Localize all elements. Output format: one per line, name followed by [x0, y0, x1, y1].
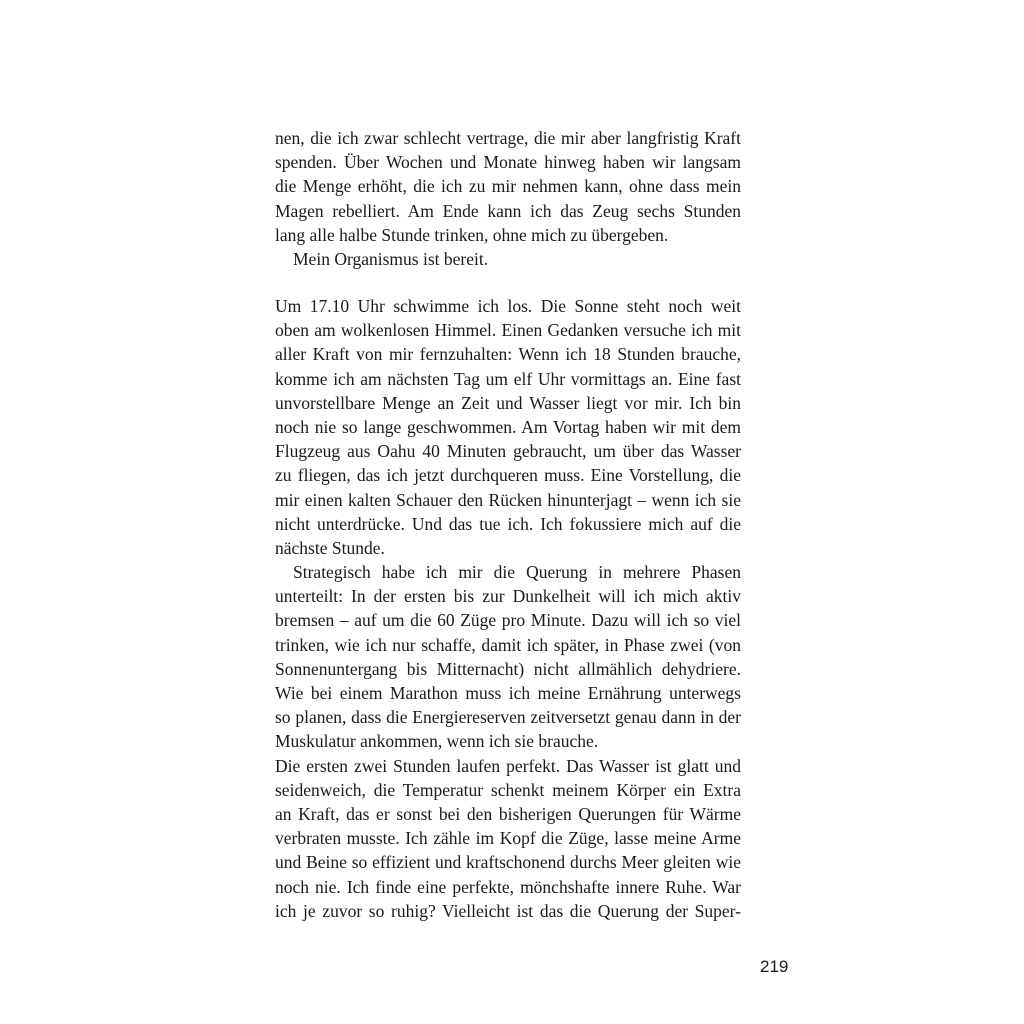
- text-line: ich je zuvor so ruhig? Vielleicht ist das die Querung der Super-: [275, 900, 741, 921]
- paragraph-block-top: [275, 126, 741, 271]
- text-line: aller Kraft von mir fernzuhalten: Wenn ich 18 Stunden brauche,: [275, 344, 741, 365]
- text-line: Um 17.10 Uhr schwimme ich los. Die Sonne steht noch weit: [275, 296, 741, 316]
- text-line: unvorstellbare Menge an Zeit und Wasser liegt vor mir. Ich bin: [275, 392, 741, 413]
- text-line: komme ich am nächsten Tag um elf Uhr vormittags an. Eine fast: [275, 368, 741, 389]
- text-line: nicht unterdrücke. Und das tue ich. Ich fokussiere mich auf die: [275, 513, 741, 534]
- text-line: noch nie so lange geschwommen. Am Vortag haben wir mit dem: [275, 416, 741, 437]
- text-line: so planen, dass die Energiereserven zeitversetzt genau dann in der: [275, 707, 741, 728]
- text-line: bremsen – auf um die 60 Züge pro Minute. Dazu will ich so viel: [275, 610, 741, 631]
- text-line: die Menge erhöht, die ich zu mir nehmen kann, ohne dass mein: [275, 176, 741, 197]
- text-line: zu fliegen, das ich jetzt durchqueren muss. Eine Vorstellung, die: [275, 465, 741, 486]
- text-line: und Beine so effizient und kraftschonend durchs Meer gleiten wie: [275, 852, 741, 873]
- text-line: nächste Stunde.: [275, 537, 385, 558]
- text-line: unterteilt: In der ersten bis zur Dunkelheit will ich mich aktiv: [275, 586, 741, 607]
- text-line: Flugzeug aus Oahu 40 Minuten gebraucht, um über das Wasser: [275, 441, 741, 462]
- text-line: an Kraft, das er sonst bei den bisherigen Querungen für Wärme: [275, 803, 741, 824]
- text-line: Die ersten zwei Stunden laufen perfekt. Das Wasser ist glatt und: [275, 755, 741, 776]
- text-line: spenden. Über Wochen und Monate hinweg haben wir langsam: [275, 152, 741, 173]
- text-line: oben am wolkenlosen Himmel. Einen Gedanken versuche ich mit: [275, 320, 741, 341]
- text-line: Strategisch habe ich mir die Querung in mehrere Phasen: [293, 562, 741, 583]
- text-line: verbraten musste. Ich zähle im Kopf die Züge, lasse meine Arme: [275, 828, 741, 849]
- text-line: Sonnenuntergang bis Mitternacht) nicht allmählich dehydriere.: [275, 658, 741, 679]
- paragraph-block-main: [275, 294, 741, 923]
- text-line: trinken, wie ich nur schaffe, damit ich später, in Phase zwei (von: [275, 634, 741, 655]
- text-line: mir einen kalten Schauer den Rücken hinunterjagt – wenn ich sie: [275, 489, 741, 510]
- text-line: noch nie. Ich finde eine perfekte, mönchshafte innere Ruhe. War: [275, 876, 741, 897]
- text-line: Mein Organismus ist bereit.: [293, 248, 489, 269]
- text-line: nen, die ich zwar schlecht vertrage, die mir aber langfristig Kraft: [275, 128, 741, 148]
- text-line: Wie bei einem Marathon muss ich meine Ernährung unterwegs: [275, 683, 741, 703]
- text-line: Magen rebelliert. Am Ende kann ich das Zeug sechs Stunden: [275, 200, 741, 221]
- text-line: Muskulatur ankommen, wenn ich sie brauche.: [275, 731, 599, 752]
- page-number: 219: [760, 957, 789, 976]
- text-line: seidenweich, die Temperatur schenkt meinem Körper ein Extra: [275, 779, 741, 800]
- text-line: lang alle halbe Stunde trinken, ohne mich zu übergeben.: [275, 224, 669, 245]
